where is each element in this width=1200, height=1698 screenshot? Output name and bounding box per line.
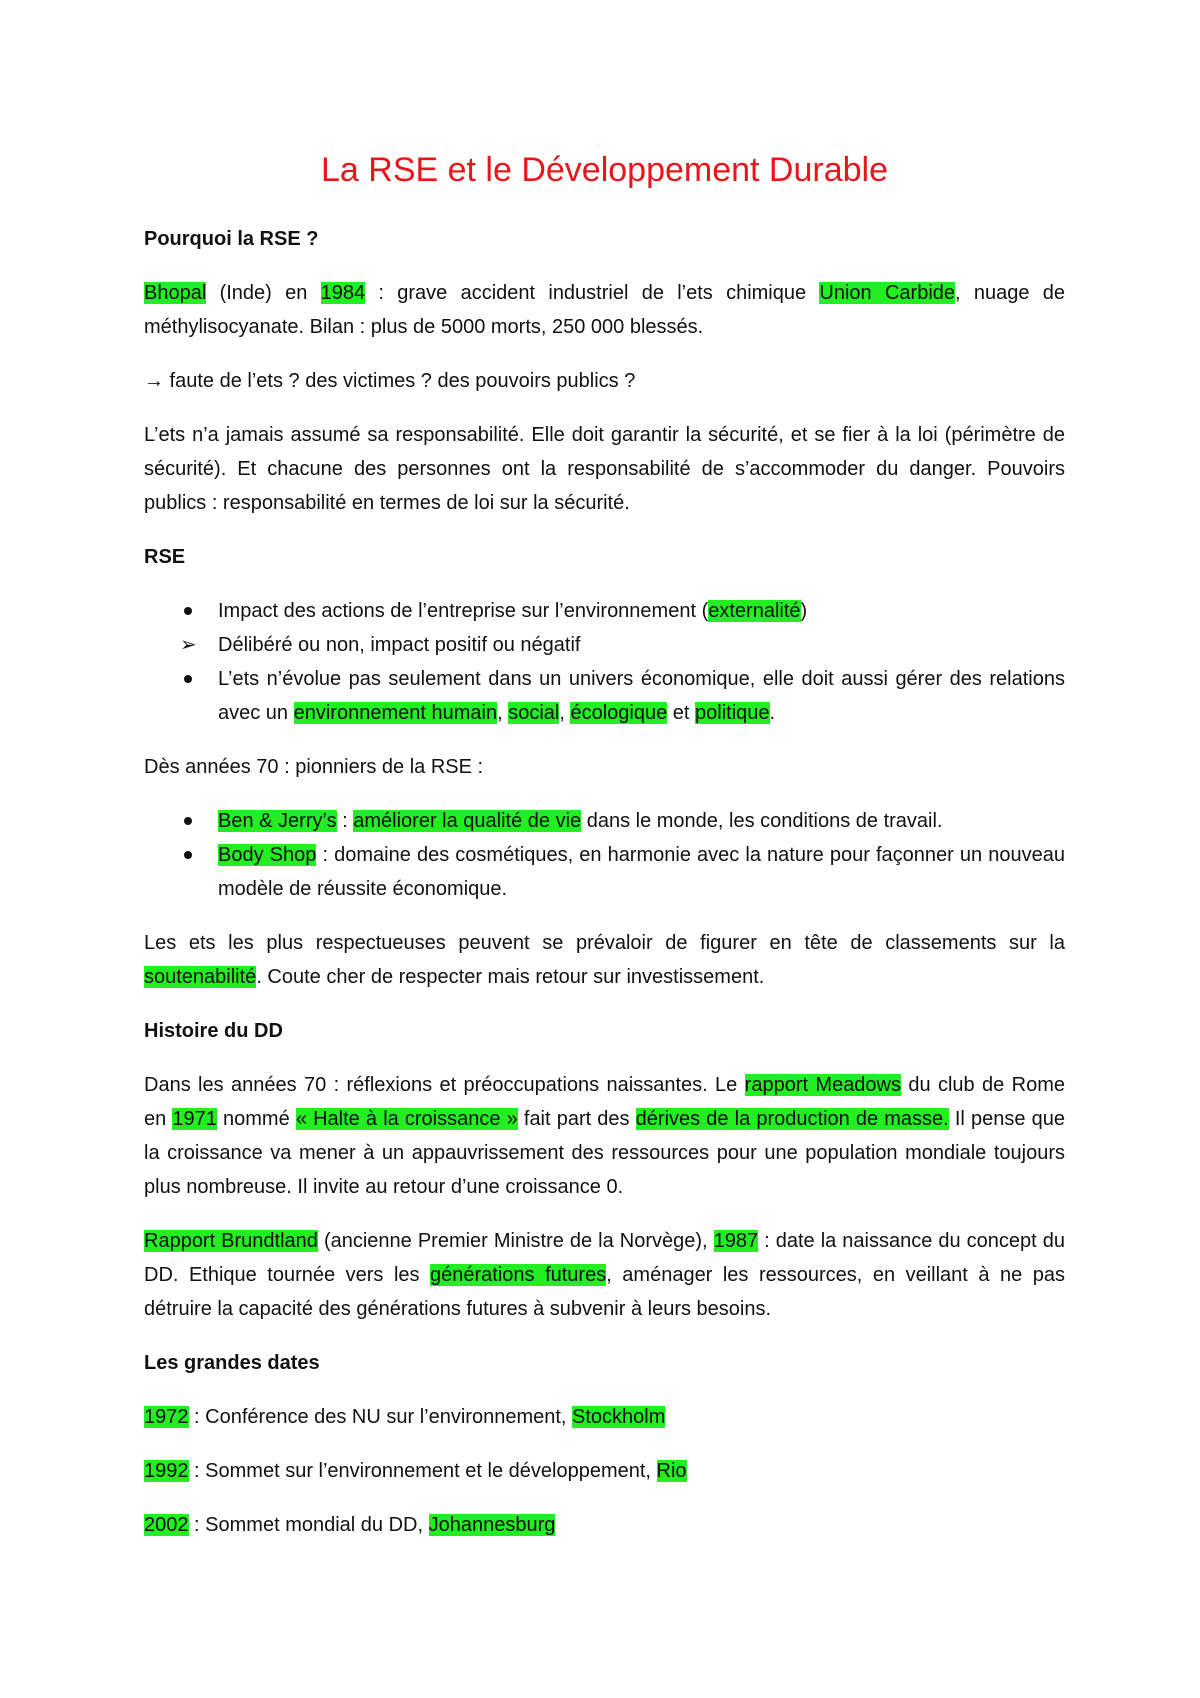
highlight-halte-croissance: « Halte à la croissance » xyxy=(295,1108,518,1130)
list-item xyxy=(144,838,1065,906)
highlight-place: Rio xyxy=(656,1460,687,1482)
paragraph-meadows xyxy=(144,1068,1065,1204)
text-run: : Conférence des NU sur l’environnement, xyxy=(188,1406,573,1428)
highlight-year: 1992 xyxy=(144,1460,189,1482)
paragraph-responsabilite: L’ets n’a jamais assumé sa responsabilité. Elle doit garantir la sécurité, et se fier à la loi (périmètre de sécurité). Et chacune des personnes ont la responsabilité de s’accommoder du danger. Pouvoirs publics : responsabilité en termes de loi sur la sécurité. xyxy=(144,424,1065,514)
text-run: L’ets n’évolue pas seulement dans un univers économique, elle doit aussi gérer des relations avec un xyxy=(218,668,1065,724)
highlight-rapport-meadows: rapport Meadows xyxy=(744,1074,902,1096)
highlight-1984: 1984 xyxy=(320,282,366,304)
text-run: Dans les années 70 : réflexions et préoccupations naissantes. Le xyxy=(144,1074,745,1096)
highlight-year: 1972 xyxy=(144,1406,189,1428)
list-item xyxy=(144,804,1065,838)
text-run: , aménager les ressources, en veillant à ne pas détruire la capacité des générations futures à subvenir à leurs besoins. xyxy=(144,1264,1065,1320)
highlight-rapport-brundtland: Rapport Brundtland xyxy=(144,1230,318,1252)
list-item xyxy=(144,594,1065,628)
date-entry-1992 xyxy=(144,1454,1065,1488)
highlight-place: Stockholm xyxy=(572,1406,666,1428)
highlight-qualite-de-vie: améliorer la qualité de vie xyxy=(353,810,582,832)
text-run: Il pense que la croissance va mener à un appauvrissement des ressources pour une population mondiale toujours plus nombreuse. Il invite au retour d’une croissance 0. xyxy=(144,1108,1065,1198)
paragraph-bhopal xyxy=(144,276,1065,344)
text-run: et xyxy=(667,702,696,724)
highlight-social: social xyxy=(508,702,560,724)
highlight-body-shop: Body Shop xyxy=(218,844,317,866)
heading-pourquoi-rse: Pourquoi la RSE ? xyxy=(144,228,319,250)
paragraph-pionniers: Dès années 70 : pionniers de la RSE : xyxy=(144,756,484,778)
text-run: : xyxy=(336,810,354,832)
bullet-icon xyxy=(184,851,192,859)
text-run: : Sommet sur l’environnement et le développement, xyxy=(188,1460,657,1482)
highlight-ben-jerrys: Ben & Jerry’s xyxy=(218,810,337,832)
highlight-1987: 1987 xyxy=(713,1230,759,1252)
text-run: Les ets les plus respectueuses peuvent se prévaloir de figurer en tête de classements sur la xyxy=(144,932,1065,954)
text-run: : grave accident industriel de l’ets chimique xyxy=(365,282,820,304)
text-run: dans le monde, les conditions de travail. xyxy=(581,810,943,832)
highlight-place: Johannesburg xyxy=(428,1514,556,1536)
text-run: Impact des actions de l’entreprise sur l’environnement ( xyxy=(218,600,709,622)
text-run: , nuage de méthylisocyanate. Bilan : plus de 5000 morts, 250 000 blessés. xyxy=(144,282,1066,338)
highlight-politique: politique xyxy=(695,702,770,724)
document-title: La RSE et le Développement Durable xyxy=(321,151,888,189)
highlight-1971: 1971 xyxy=(172,1108,217,1130)
paragraph-soutenabilite xyxy=(144,926,1065,994)
highlight-soutenabilite: soutenabilité xyxy=(144,966,257,988)
text-run: . Coute cher de respecter mais retour sur investissement. xyxy=(256,966,765,988)
text-run: , xyxy=(497,702,509,724)
sub-list-item xyxy=(144,628,1065,662)
text-run: . xyxy=(769,702,776,724)
highlight-union-carbide: Union Carbide xyxy=(819,282,956,304)
text-run: (ancienne Premier Ministre de la Norvège), xyxy=(317,1230,714,1252)
highlight-environnement-humain: environnement humain xyxy=(293,702,498,724)
text-run: : date la naissance du concept du DD. Ethique tournée vers les xyxy=(144,1230,1065,1286)
highlight-ecologique: écologique xyxy=(570,702,668,724)
heading-grandes-dates: Les grandes dates xyxy=(144,1352,320,1374)
bullet-icon xyxy=(184,675,192,683)
text-run: : domaine des cosmétiques, en harmonie avec la nature pour façonner un nouveau modèle de réussite économique. xyxy=(218,844,1065,900)
bullet-icon xyxy=(184,817,192,825)
date-entry-2002 xyxy=(144,1508,1065,1542)
highlight-derives-production: dérives de la production de masse. xyxy=(635,1108,949,1130)
pioneers-bullet-list xyxy=(144,804,1065,906)
text-run: ) xyxy=(800,600,808,622)
paragraph-faute: → faute de l’ets ? des victimes ? des pouvoirs publics ? xyxy=(144,370,636,392)
text-run: nommé xyxy=(216,1108,296,1130)
highlight-generations-futures: générations futures xyxy=(430,1264,607,1286)
text-run: , xyxy=(559,702,571,724)
date-entry-1972 xyxy=(144,1400,1065,1434)
rse-bullet-list xyxy=(144,594,1065,730)
highlight-year: 2002 xyxy=(144,1514,189,1536)
paragraph-brundtland xyxy=(144,1224,1065,1326)
text-run: (Inde) en xyxy=(206,282,321,304)
text-run: du club de Rome en xyxy=(144,1074,1066,1130)
heading-rse: RSE xyxy=(144,546,186,568)
highlight-bhopal: Bhopal xyxy=(144,282,207,304)
heading-histoire-dd: Histoire du DD xyxy=(144,1020,283,1042)
arrow-bullet-icon: ➢ xyxy=(180,634,197,656)
text-run: fait part des xyxy=(517,1108,636,1130)
bullet-icon xyxy=(184,607,192,615)
text-run: Délibéré ou non, impact positif ou négatif xyxy=(218,634,581,656)
list-item xyxy=(144,662,1065,730)
text-run: : Sommet mondial du DD, xyxy=(188,1514,429,1536)
highlight-externalite: externalité xyxy=(708,600,801,622)
